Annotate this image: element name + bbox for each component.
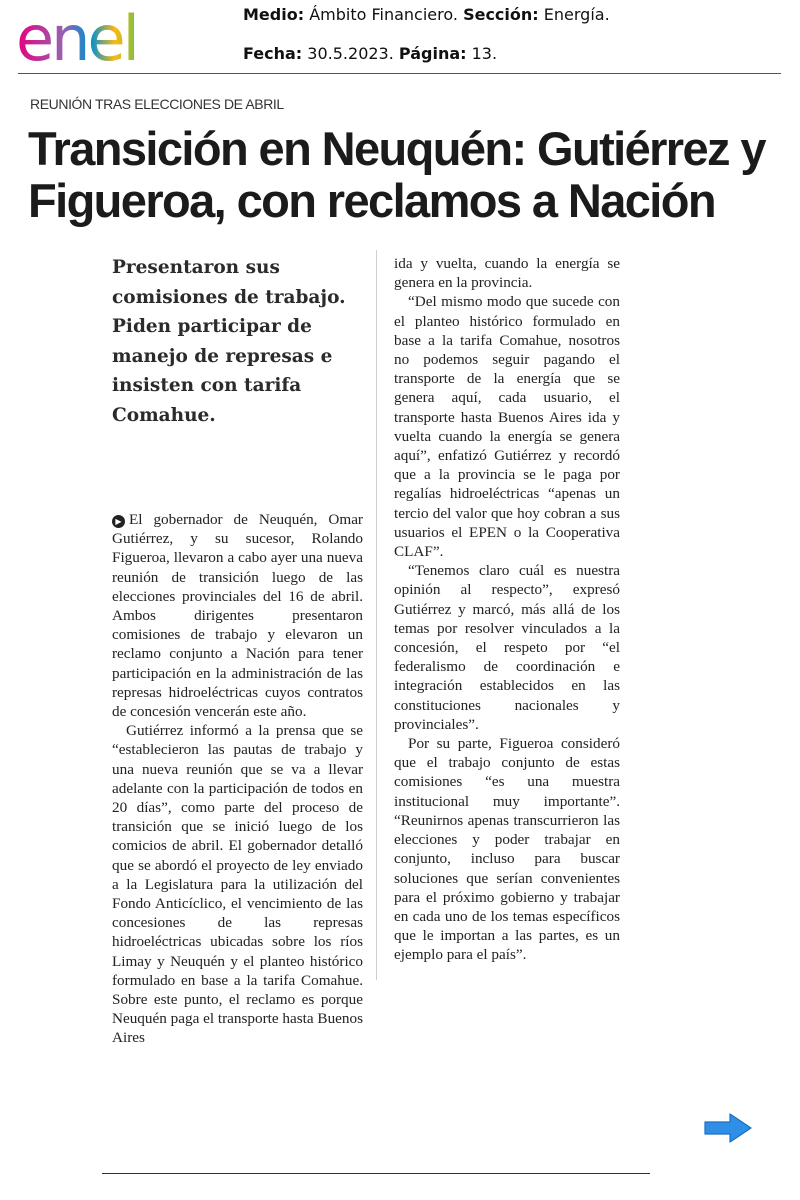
enel-logo-text: enel	[16, 4, 137, 68]
footer-divider	[102, 1173, 650, 1174]
medio-value: Ámbito Financiero.	[309, 5, 458, 24]
pagina-value: 13.	[471, 44, 498, 63]
article-headline: Transición en Neuquén: Gutiérrez y Figueroa, con reclamos a Nación	[28, 122, 765, 227]
pagina-label: Página:	[398, 44, 467, 63]
article-kicker: REUNIÓN TRAS ELECCIONES DE ABRIL	[30, 96, 284, 112]
column-divider	[376, 250, 377, 980]
paragraph-text: El gobernador de Neuquén, Omar Gutiérrez, y su sucesor, Rolando Figueroa, llevaron a cabo ayer una nueva reunión de transición luego de las elecciones provinciales del 16 de abril. Ambos dirigentes presentaron comisiones de trabajo y elevaron un reclamo conjunto a Nación para tener participación en la administración de las represas hidroeléctricas cuyos contratos de concesión vencerán este año.	[112, 511, 363, 721]
seccion-value: Energía.	[543, 5, 610, 24]
article-column-2	[394, 254, 620, 965]
paragraph: ida y vuelta, cuando la energía se genera en la provincia.	[394, 255, 620, 292]
paragraph: Gutiérrez informó a la prensa que se “establecieron las pautas de trabajo y una nueva reunión que se va a llevar adelante con la participación de todos en 20 días”, como parte del proceso de transición que se inició luego de los comicios de abril. El gobernador detalló que se abordó el proyecto de ley enviado a la Legislatura para la utilización del Fondo Anticíclico, el vencimiento de las concesiones de las represas hidroeléctricas ubicadas sobre los ríos Limay y Neuquén y el planteo histórico formulado en base a la tarifa Comahue. Sobre este punto, el reclamo es porque Neuquén paga el transporte hasta Buenos Aires	[112, 722, 363, 1047]
fecha-value: 30.5.2023.	[307, 44, 394, 63]
medio-label: Medio:	[243, 5, 305, 24]
paragraph: Por su parte, Figueroa consideró que el trabajo conjunto de estas comisiones “es una muestra institucional muy importante”. “Reunirnos apenas transcurrieron las elecciones y poder trabajar en conjunto, incluso para buscar soluciones que serían convenientes para el próximo gobierno y trabajar en cada uno de los temas específicos que le importan a las partes, es un ejemplo para el país”.	[394, 735, 620, 964]
fecha-label: Fecha:	[243, 44, 303, 63]
paragraph: “Tenemos claro cuál es nuestra opinión al respecto”, expresó Gutiérrez y marcó, más allá de los temas por resolver vinculados a la concesión, el respeto por “el federalismo de coordinación e integración establecidos en las constituciones nacionales y provinciales”.	[394, 562, 620, 733]
seccion-label: Sección:	[463, 5, 539, 24]
fecha-pagina-line	[243, 44, 497, 63]
right-arrow-icon[interactable]	[702, 1111, 754, 1145]
play-bullet-icon: ▶	[112, 515, 125, 528]
paragraph: “Del mismo modo que sucede con el planteo histórico formulado en base a la tarifa Comahue, nosotros no podemos seguir pagando el transporte de la energía que se genera aquí, cada usuario, el transporte hasta Buenos Aires ida y vuelta cuando la energía se genera aquí”, enfatizó Gutiérrez y recordó que a la provincia se le paga por regalías hidroeléctricas “apenas un tercio del valor que hoy cobran a sus usuarios el EPEN o la Cooperativa CLAF”.	[394, 293, 620, 561]
enel-logo	[14, 4, 182, 68]
medio-seccion-line	[243, 5, 610, 24]
article-column-1	[112, 510, 363, 1048]
paragraph	[112, 510, 363, 721]
article-subhead: Presentaron sus comisiones de trabajo. Piden participar de manejo de represas e insisten con tarifa Comahue.	[112, 257, 346, 426]
header-divider	[18, 73, 781, 74]
